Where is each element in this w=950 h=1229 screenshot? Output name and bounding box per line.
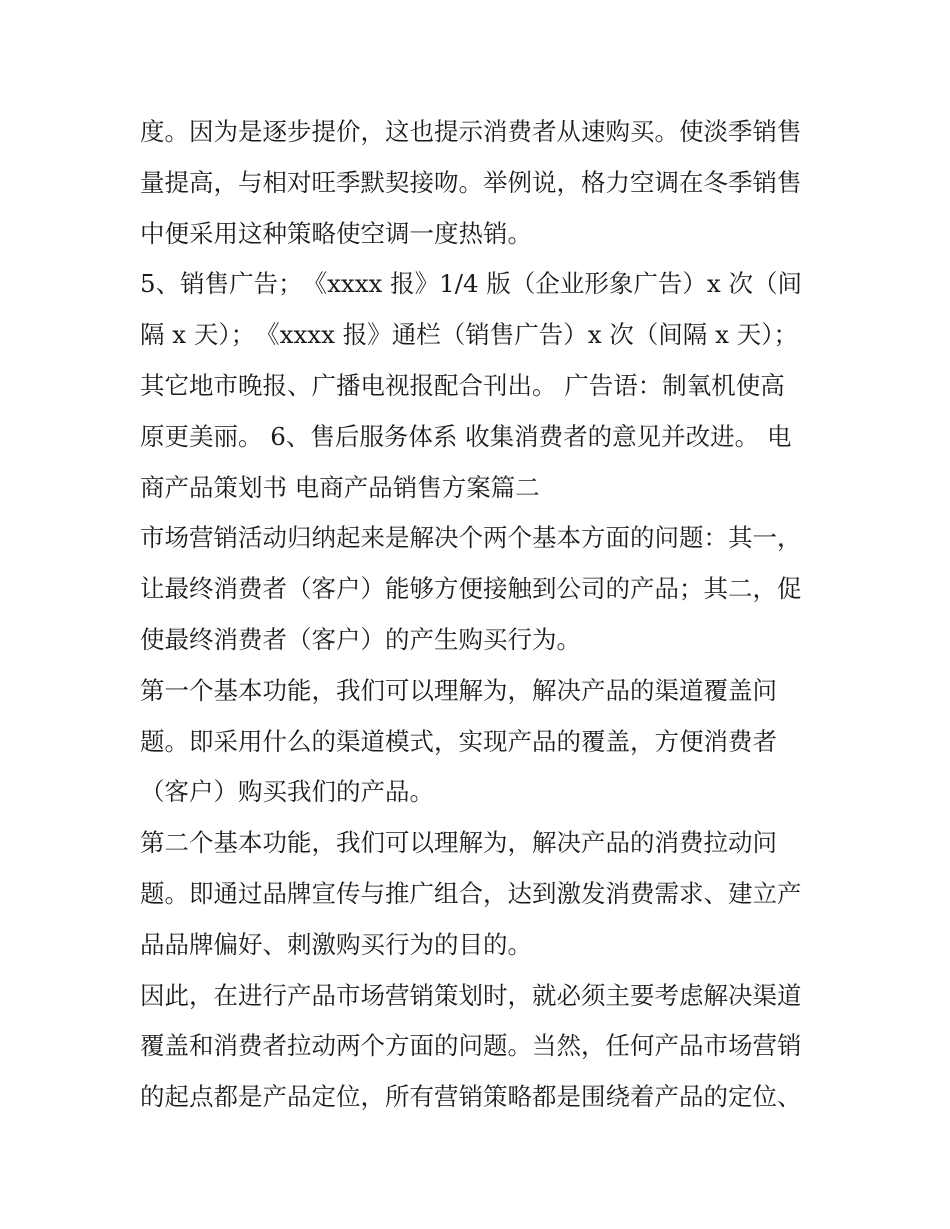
paragraph-sales-ads	[140, 259, 820, 513]
text-line: 度。因为是逐步提价，这也提示消费者从速购买。使淡季销售	[140, 117, 802, 146]
document-body	[140, 107, 820, 1123]
text-line: 让最终消费者（客户）能够方便接触到公司的产品；其二，促	[140, 574, 802, 604]
text-line: 第一个基本功能，我们可以理解为，解决产品的渠道覆盖问	[140, 675, 777, 705]
text-line: 因此，在进行产品市场营销策划时，就必须主要考虑解决渠道	[140, 980, 802, 1010]
text-line: 原更美丽。 6、售后服务体系 收集消费者的意见并改进。 电	[140, 421, 792, 451]
paragraph-first-function	[140, 666, 820, 818]
text-line: 使最终消费者（客户）的产生购买行为。	[140, 624, 581, 654]
text-line: 5、销售广告； 《xxxx 报》1/4 版（企业形象广告）x 次（间	[140, 269, 802, 299]
text-line: 量提高，与相对旺季默契接吻。举例说，格力空调在冬季销售	[140, 167, 802, 197]
paragraph-second-function	[140, 818, 820, 970]
text-line: 题。即通过品牌宣传与推广组合，达到激发消费需求、建立产	[140, 878, 802, 908]
text-line: 中便采用这种策略使空调一度热销。	[140, 218, 532, 248]
text-line: 品品牌偏好、刺激购买行为的目的。	[140, 929, 532, 959]
text-line: 第二个基本功能，我们可以理解为，解决产品的消费拉动问	[140, 828, 777, 858]
text-line: 的起点都是产品定位，所有营销策略都是围绕着产品的定位、	[140, 1082, 802, 1112]
text-line: 其它地市晚报、广播电视报配合刊出。 广告语：制氧机使高	[140, 370, 785, 400]
text-line: （客户）购买我们的产品。	[140, 777, 434, 807]
text-line: 隔 x 天）； 《xxxx 报》通栏（销售广告）x 次（间隔 x 天）；	[140, 320, 798, 350]
paragraph-conclusion	[140, 971, 820, 1123]
text-line: 商产品策划书 电商产品销售方案篇二	[140, 472, 540, 502]
paragraph-price-strategy	[140, 107, 820, 259]
text-line: 市场营销活动归纳起来是解决个两个基本方面的问题：其一，	[140, 523, 802, 553]
text-line: 题。即采用什么的渠道模式，实现产品的覆盖，方便消费者	[140, 726, 777, 756]
text-line: 覆盖和消费者拉动两个方面的问题。当然，任何产品市场营销	[140, 1031, 802, 1061]
paragraph-marketing-intro	[140, 513, 820, 665]
